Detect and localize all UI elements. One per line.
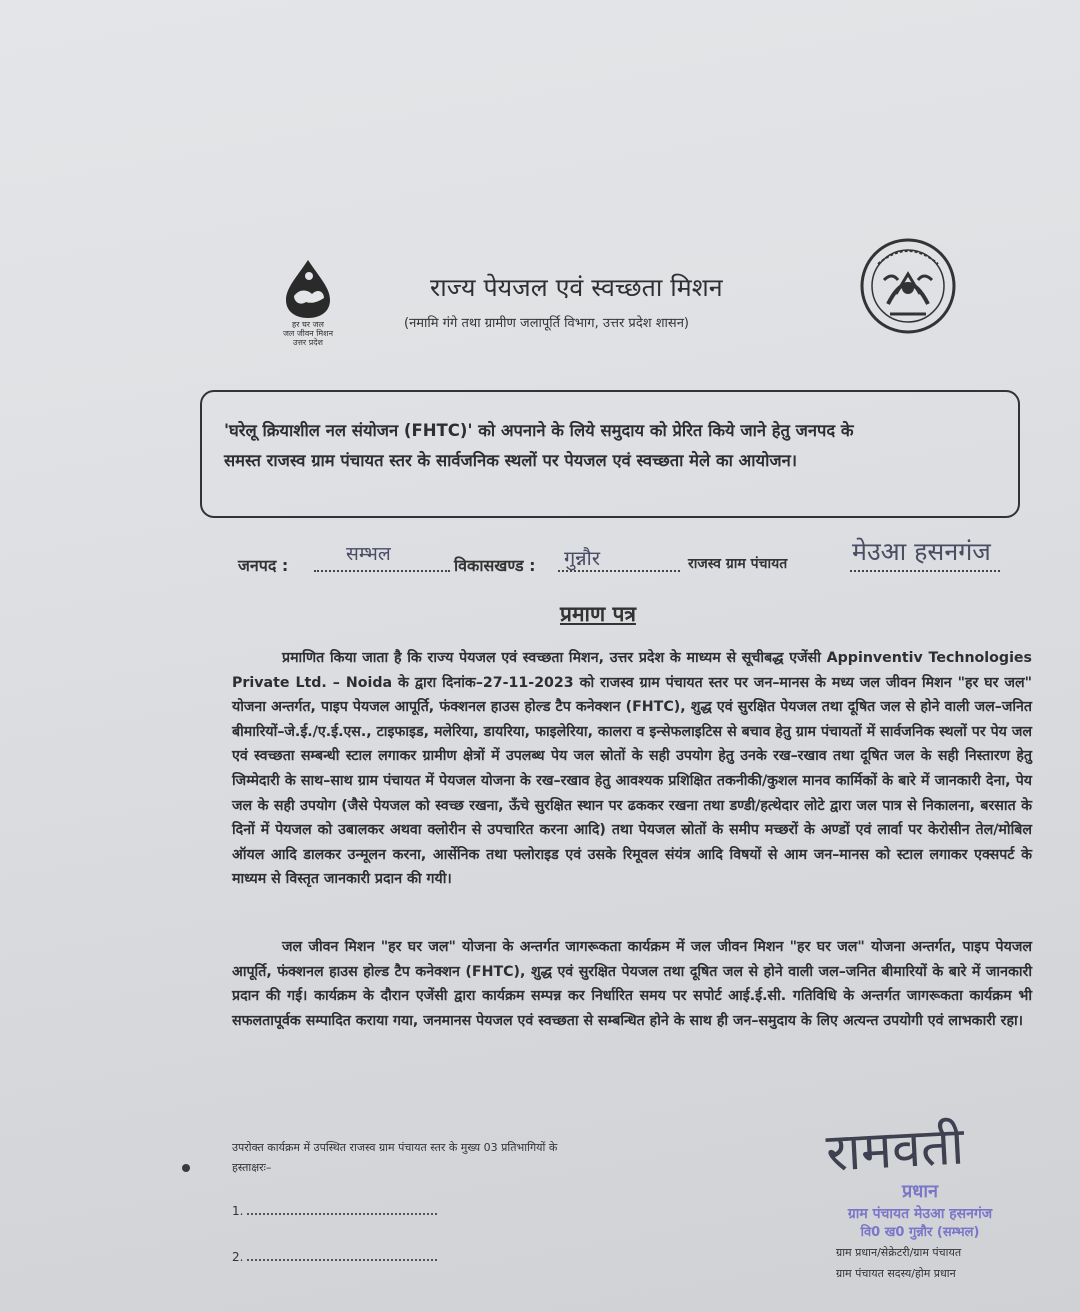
logo-tagline-3: उत्तर प्रदेश bbox=[293, 338, 323, 347]
block-label: विकासखण्ड : bbox=[454, 556, 536, 575]
event-title-line-2: समस्त राजस्व ग्राम पंचायत स्तर के सार्वजनिक स्थलों पर पेयजल एवं स्वच्छता मेले का आयोजन। bbox=[224, 451, 798, 470]
participant-number-2: 2. bbox=[232, 1250, 244, 1264]
jal-jeevan-mission-logo bbox=[268, 258, 348, 353]
pradhan-stamp bbox=[790, 1180, 1050, 1242]
mission-title: राज्य पेयजल एवं स्वच्छता मिशन bbox=[430, 273, 723, 302]
panchayat-value: मेउआ हसनगंज bbox=[852, 537, 991, 566]
participant-signature-1 bbox=[232, 1204, 437, 1218]
certificate-paragraph-2: जल जीवन मिशन "हर घर जल" योजना के अन्तर्गत जागरूकता कार्यक्रम में जल जीवन मिशन "हर घर जल" योजना अन्तर्गत, पाइप पेयजल आपूर्ति, फंक्शनल हाउस होल्ड टैप कनेक्शन (FHTC), शुद्ध एवं सुरक्षित पेयजल तथा दूषित जल से होने वाली जल–जनित बीमारियों के बारे में जानकारी प्रदान की गई। कार्यक्रम के दौरान एजेंसी द्वारा कार्यक्रम सम्पन्न कर निर्धारित समय पर सपोर्ट आई.ई.सी. गतिविधि के अन्तर्गत जागरूकता कार्यक्रम भी सफलतापूर्वक सम्पादित कराया गया, जनमानस पेयजल एवं स्वच्छता से सम्बन्धित होने के साथ ही जन–समुदाय के लिए अत्यन्त उपयोगी एवं लाभकारी रहा। bbox=[232, 939, 1032, 1029]
department-subtitle: (नमामि गंगे तथा ग्रामीण जलापूर्ति विभाग, उत्तर प्रदेश शासन) bbox=[404, 316, 689, 331]
pradhan-handwritten-signature: रामवती bbox=[824, 1116, 966, 1184]
participants-note-line-2: हस्ताक्षरः– bbox=[232, 1161, 272, 1174]
participants-note bbox=[232, 1138, 557, 1178]
participant-signature-2 bbox=[232, 1250, 437, 1264]
panchayat-label: राजस्व ग्राम पंचायत bbox=[688, 556, 788, 572]
block-value: गुन्नौर bbox=[564, 546, 601, 570]
office-designation-line-2: ग्राम पंचायत सदस्य/होम प्रधान bbox=[836, 1267, 956, 1280]
district-label: जनपद : bbox=[238, 556, 289, 575]
certificate-title: प्रमाण पत्र bbox=[560, 602, 636, 626]
office-designation-line-1: ग्राम प्रधान/सेक्रेटरी/ग्राम पंचायत bbox=[836, 1246, 962, 1259]
event-title-line-1: 'घरेलू क्रियाशील नल संयोजन (FHTC)' को अपनाने के लिये समुदाय को प्रेरित किये जाने हेतु जनपद के bbox=[224, 421, 854, 440]
stamp-panchayat: ग्राम पंचायत मेउआ हसनगंज bbox=[847, 1206, 993, 1222]
signature-dotted-line-1 bbox=[247, 1213, 437, 1215]
event-title-box bbox=[200, 390, 1020, 518]
up-government-seal-icon bbox=[858, 234, 958, 338]
water-drop-icon bbox=[278, 258, 338, 320]
logo-tagline-2: जल जीवन मिशन bbox=[282, 329, 334, 338]
certificate-paragraph-1: प्रमाणित किया जाता है कि राज्य पेयजल एवं स्वच्छता मिशन, उत्तर प्रदेश के माध्यम से सूचीबद्ध एजेंसी Appinventiv Technologies Private Ltd. – Noida के द्वारा दिनांक–27-11-2023 को राजस्व ग्राम पंचायत स्तर पर जन–मानस के मध्य जल जीवन मिशन "हर घर जल" योजना अन्तर्गत, पाइप पेयजल आपूर्ति, फंक्शनल हाउस होल्ड टैप कनेक्शन (FHTC), शुद्ध एवं सुरक्षित पेयजल तथा दूषित जल से होने वाली जल–जनित बीमारियों–जे.ई./ए.ई.एस., टाइफाइड, मलेरिया, डायरिया, फाइलेरिया, कालरा व इन्सेफलाइटिस से बचाव हेतु ग्राम पंचायतों में सार्वजनिक स्थलों पर पेय जल एवं स्वच्छता सम्बन्धी स्टाल लगाकर ग्रामीण क्षेत्रों में उपलब्ध पेय जल स्रोतों के सही उपयोग हेतु उनके रख–रखाव तथा दूषित जल के सही निस्तारण हेतु जिम्मेदारी के साथ–साथ ग्राम पंचायत में पेयजल योजना के रख–रखाव हेतु आवश्यक प्रशिक्षित तकनीकी/कुशल मानव कार्मिकों के बारे में जानकारी देना, पेय जल के सही उपयोग (जैसे पेयजल को स्वच्छ रखना, ऊँचे सुरक्षित स्थान पर ढककर रखना तथा डण्डी/हत्थेदार लोटे द्वारा जल पात्र से निकालना, बरसात के दिनों में पेयजल को उबालकर अथवा क्लोरीन से उपचारित करना आदि) तथा पेयजल स्रोतों के समीप मच्छरों के अण्डों एवं लार्वा पर केरोसीन तेल/मोबिल ऑयल आदि डालकर उन्मूलन करना, आर्सेनिक तथा फ्लोराइड एवं उसके रिमूवल संयंत्र आदि विषयों से आम जन–मानस को स्टाल लगाकर एक्सपर्ट के माध्यम से विस्तृत जानकारी प्रदान की गयी। bbox=[232, 650, 1032, 888]
stamp-block: वि0 ख0 गुन्नौर (सम्भल) bbox=[860, 1225, 980, 1240]
signature-dotted-line-2 bbox=[247, 1259, 437, 1261]
district-value: सम्भल bbox=[346, 543, 391, 565]
location-fields bbox=[238, 537, 1048, 586]
participants-note-line-1: उपरोक्त कार्यक्रम में उपस्थित राजस्व ग्राम पंचायत स्तर के मुख्य 03 प्रतिभागियों के bbox=[232, 1141, 558, 1154]
participant-number-1: 1. bbox=[232, 1204, 244, 1218]
logo-tagline-1: हर घर जल bbox=[292, 320, 324, 329]
punch-hole-mark bbox=[182, 1164, 190, 1172]
stamp-designation: प्रधान bbox=[902, 1181, 938, 1202]
